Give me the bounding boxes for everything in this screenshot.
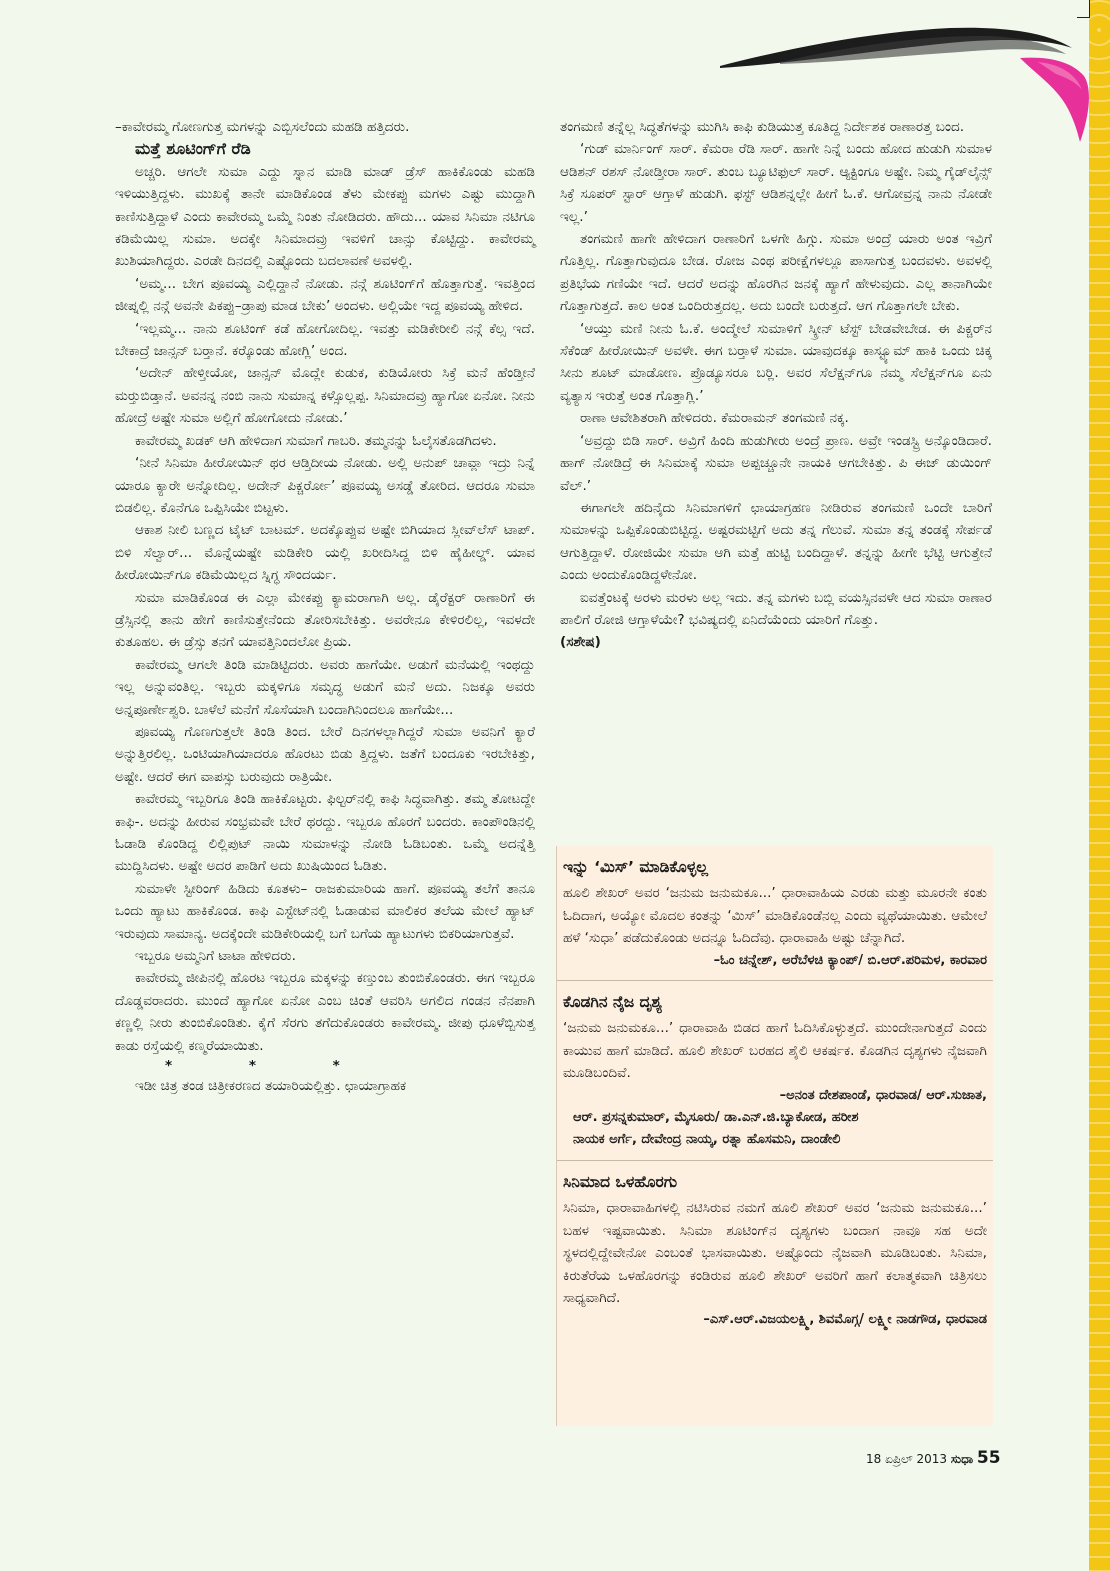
story-paragraph: ಸುಮಾ ಮಾಡಿಕೊಂಡ ಈ ಎಲ್ಲಾ ಮೇಕಪ್ಪು ಕ್ಯಾಮರಾಗಾಗಿ ಅಲ್ಲ. ಡೈರೆಕ್ಟರ್ ರಾಣಾರಿಗೆ ಈ ಡ್ರೆಸ್ಸಿನಲ್ಲಿ ತಾನು ಹೇಗೆ ಕಾಣಿಸುತ್ತೇನೆಂದು ತೋರಿಸಬೇಕಿತ್ತು. ಅವರೇನೂ ಕೇಳಿರಲಿಲ್ಲ, ಇವಳದೇ ಕುತೂಹಲ. ಈ ಡ್ರೆಸ್ಸು ತನಗೆ ಯಾವತ್ತಿನಿಂದಲೋ ಪ್ರಿಯ. xyxy=(115,589,535,651)
story-paragraph: ಕಾವೇರಮ್ಮ ಜೀಪಿನಲ್ಲಿ ಹೊರಟ ಇಬ್ಬರೂ ಮಕ್ಕಳನ್ನು ಕಣ್ತುಂಬ ತುಂಬಿಕೊಂಡರು. ಈಗ ಇಬ್ಬರೂ ದೊಡ್ಡವರಾದರು. ಮುಂದೆ ಹ್ಯಾಗೋ ಏನೋ ಎಂಬ ಚಿಂತೆ ಆವರಿಸಿ ಅಗಲಿದ ಗಂಡನ ನೆನಪಾಗಿ ಕಣ್ಣಲ್ಲಿ ನೀರು ತುಂಬಿಕೊಂಡಿತು. ಕೈಗೆ ಸೆರಗು ತಗೆದುಕೊಂಡರು ಕಾವೇರಮ್ಮ. ಜೀಪು ಧೂಳೆಬ್ಬಿಸುತ್ತ ಕಾಡು ರಸ್ತೆಯಲ್ಲಿ ಕಣ್ಮರೆಯಾಯಿತು. xyxy=(115,970,535,1054)
story-paragraph: ‘ಇಲ್ಲಮ್ಮ... ನಾನು ಶೂಟಿಂಗ್ ಕಡೆ ಹೋಗೋದಿಲ್ಲ. ಇವತ್ತು ಮಡಿಕೇರೀಲಿ ನನ್ಗೆ ಕೆಲ್ಸ ಇದೆ. ಬೇಕಾದ್ರೆ ಜಾನ್ಸನ್ ಬರ್‍ತಾನೆ. ಕರ್‍ಕೊಂಡು ಹೋಗ್ಲಿ’ ಅಂದ. xyxy=(115,320,535,360)
story-paragraph: ‘ಅದೇನ್ ಹೇಳ್ತೀಯೋ, ಜಾನ್ಸನ್ ಮೊದ್ಲೇ ಕುಡುಕ, ಕುಡಿಯೋರು ಸಿಕ್ರೆ ಮನೆ ಹೆಂಡ್ತೀನೆ ಮರ್‍ತುಬಿಡ್ತಾನೆ. ಅವನನ್ನ ನಂಬಿ ನಾನು ಸುಮಾನ್ನ ಕಳ್ಸೊಲ್ಲಪ್ಪ. ಸಿನಿಮಾದವ್ರು ಹ್ಯಾಗೋ ಏನೋ. ನೀನು ಹೋದ್ರೆ ಅಷ್ಟೇ ಸುಮಾ ಅಲ್ಲಿಗೆ ಹೋಗೋದು ನೋಡು.’ xyxy=(115,365,535,427)
letter-body: ‘ಜನುಮ ಜನುಮಕೂ...’ ಧಾರಾವಾಹಿ ಬಿಡದ ಹಾಗೆ ಓದಿಸಿಕೊಳ್ಳುತ್ತದೆ. ಮುಂದೇನಾಗುತ್ತದೆ ಎಂದು ಕಾಯುವ ಹಾಗೆ ಮಾಡಿದೆ. ಹೂಲಿ ಶೇಖರ್ ಬರಹದ ಶೈಲಿ ಆಕರ್ಷಕ. ಕೊಡಗಿನ ದೃಶ್ಯಗಳು ನೈಜವಾಗಿ ಮೂಡಿಬಂದಿವೆ. xyxy=(563,1020,987,1082)
story-paragraph: ಇಬ್ಬರೂ ಅಮ್ಮನಿಗೆ ಟಾಟಾ ಹೇಳಿದರು. xyxy=(135,948,296,965)
story-paragraph: ‘ಅವ್ರದ್ದು ಬಿಡಿ ಸಾರ್. ಅವ್ರಿಗೆ ಹಿಂದಿ ಹುಡುಗೀರು ಅಂದ್ರೆ ಪ್ರಾಣ. ಅವ್ರೇ ಇಂಡಸ್ಟ್ರಿ ಅನ್ಕೊಂಡಿದಾರೆ. ಹಾಗ್ ನೋಡಿದ್ರೆ ಈ ಸಿನಿಮಾಕ್ಕೆ ಸುಮಾ ಅಪ್ಪಚ್ಚೂನೇ ನಾಯಕಿ ಆಗಬೇಕಿತ್ತು. ಪಿ ಈಜ್ ಡುಯಿಂಗ್ ವೆಲ್.’ xyxy=(560,432,992,494)
readers-letters-box xyxy=(556,846,993,1426)
crop-mark xyxy=(1089,0,1090,18)
section-heading: ಮತ್ತೆ ಶೂಟಿಂಗ್‌ಗೆ ರೆಡಿ xyxy=(135,139,251,159)
letter-title: ಇನ್ನು ‘ಮಿಸ್’ ಮಾಡಿಕೊಳ್ಳಲ್ಲ xyxy=(563,858,709,876)
letter-divider xyxy=(557,1160,993,1161)
story-paragraph: ರಾಣಾ ಆವೇಶಿತರಾಗಿ ಹೇಳಿದರು. ಕೆಮರಾಮನ್ ತಂಗಮಣಿ ನಕ್ಕ. xyxy=(580,410,849,427)
letter-signature: ನಾಯಕ ಅರ್ಗೆ, ದೇವೇಂದ್ರ ನಾಯ್ಕ, ರತ್ನಾ ಹೊಸಮನಿ, ದಾಂಡೇಲಿ xyxy=(573,1132,841,1148)
story-paragraph: ಈಗಾಗಲೇ ಹದಿನೈದು ಸಿನಿಮಾಗಳಿಗೆ ಛಾಯಾಗ್ರಹಣ ನೀಡಿರುವ ತಂಗಮಣಿ ಒಂದೇ ಬಾರಿಗೆ ಸುಮಾಳನ್ನು ಒಪ್ಪಿಕೊಂಡುಬಿಟ್ಟಿದ್ದ. ಅಷ್ಟರಮಟ್ಟಿಗೆ ಅದು ತನ್ನ ಗೆಲುವೆ. ಸುಮಾ ತನ್ನ ತಂಡಕ್ಕೆ ಸೇರ್ಪಡೆ ಆಗುತ್ತಿದ್ದಾಳೆ. ರೋಜಿಯೇ ಸುಮಾ ಆಗಿ ಮತ್ತೆ ಹುಟ್ಟಿ ಬಂದಿದ್ದಾಳೆ. ತನ್ನನ್ನು ಹೀಗೇ ಭೆಟ್ಟಿ ಆಗುತ್ತೇನೆ ಎಂದು ಅಂದುಕೊಂಡಿದ್ದಳೇನೋ. xyxy=(560,499,992,584)
story-paragraph: ಕಾವೇರಮ್ಮ ಖಡಕ್ ಆಗಿ ಹೇಳಿದಾಗ ಸುಮಾಗೆ ಗಾಬರಿ. ತಮ್ಮನನ್ನು ಓಲೈಸತೊಡಗಿದಳು. xyxy=(135,432,497,449)
story-paragraph: ಸುಮಾಳೇ ಸ್ಟೀರಿಂಗ್ ಹಿಡಿದು ಕೂತಳು– ರಾಜಕುಮಾರಿಯ ಹಾಗೆ. ಪೂವಯ್ಯ ತಲೆಗೆ ತಾನೂ ಒಂದು ಹ್ಯಾಟು ಹಾಕಿಕೊಂಡ. ಕಾಫಿ ಎಸ್ಟೇಟ್‌ನಲ್ಲಿ ಓಡಾಡುವ ಮಾಲಿಕರ ತಲೆಯ ಮೇಲೆ ಹ್ಯಾಟ್ ಇರುವುದು ಸಾಮಾನ್ಯ. ಅದಕ್ಕೆಂದೇ ಮಡಿಕೇರಿಯಲ್ಲಿ ಬಗೆ ಬಗೆಯ ಹ್ಯಾಟುಗಳು ಬಿಕರಿಯಾಗುತ್ತವೆ. xyxy=(115,880,535,942)
story-paragraph: ಕಾವೇರಮ್ಮ ಇಬ್ಬರಿಗೂ ತಿಂಡಿ ಹಾಕಿಕೊಟ್ಟರು. ಫಿಲ್ಟರ್‌ನಲ್ಲಿ ಕಾಫಿ ಸಿದ್ಧವಾಗಿತ್ತು. ತಮ್ಮ ತೋಟದ್ದೇ ಕಾಫಿ-. ಅದನ್ನು ಹೀರುವ ಸಂಭ್ರಮವೇ ಬೇರೆ ಥರದ್ದು. ಇಬ್ಬರೂ ಹೊರಗೆ ಬಂದರು. ಕಾಂಪೌಂಡಿನಲ್ಲಿ ಓಡಾಡಿ ಕೊಂಡಿದ್ದ ಲಿಲ್ಲಿಪುಟ್ ನಾಯಿ ಸುಮಾಳನ್ನು ನೋಡಿ ಓಡಿಬಂತು. ಒಮ್ಮೆ ಅದನ್ನೆತ್ತಿ ಮುದ್ದಿಸಿದಳು. ಅಷ್ಟೇ ಅದರ ಪಾಡಿಗೆ ಅದು ಖುಷಿಯಿಂದ ಓಡಿತು. xyxy=(115,791,535,875)
letter-title: ಸಿನಿಮಾದ ಒಳಹೊರಗು xyxy=(563,1172,678,1191)
story-paragraph: ಅಚ್ಚರಿ. ಆಗಲೇ ಸುಮಾ ಎದ್ದು ಸ್ನಾನ ಮಾಡಿ ಮಾಡ್ ಡ್ರೆಸ್ ಹಾಕಿಕೊಂಡು ಮಹಡಿ ಇಳಿಯುತ್ತಿದ್ದಳು. ಮುಖಕ್ಕೆ ತಾನೇ ಮಾಡಿಕೊಂಡ ತೆಳು ಮೇಕಪ್ಪು ಮಗಳು ಎಷ್ಟು ಮುದ್ದಾಗಿ ಕಾಣಿಸುತ್ತಿದ್ದಾಳೆ ಎಂದು ಕಾವೇರಮ್ಮ ಒಮ್ಮೆ ನಿಂತು ನೋಡಿದರು. ಹೌದು... ಯಾವ ಸಿನಿಮಾ ನಟಿಗೂ ಕಡಿಮೆಯಿಲ್ಲ ಸುಮಾ. ಅದಕ್ಕೇ ಸಿನಿಮಾದವ್ರು ಇವಳಿಗೆ ಚಾನ್ಸು ಕೊಟ್ಟಿದ್ದು. ಕಾವೇರಮ್ಮ ಖುಶಿಯಾಗಿದ್ದರು. ಎರಡೇ ದಿನದಲ್ಲಿ ಎಷ್ಟೊಂದು ಬದಲಾವಣೆ ಅವಳಲ್ಲಿ. xyxy=(115,163,535,270)
letter-signature: –ಅನಂತ ದೇಶಪಾಂಡೆ, ಧಾರವಾಡ/ ಆರ್.ಸುಜಾತ, xyxy=(779,1087,987,1103)
story-paragraph: ತಂಗಮಣಿ ತನ್ನೆಲ್ಲ ಸಿದ್ಧತೆಗಳನ್ನು ಮುಗಿಸಿ ಕಾಫಿ ಕುಡಿಯುತ್ತ ಕೂತಿದ್ದ ನಿರ್ದೇಶಕ ರಾಣಾರತ್ತ ಬಂದ. xyxy=(560,119,965,135)
letter-body: ಹೂಲಿ ಶೇಖರ್ ಅವರ ‘ಜನುಮ ಜನುಮಕೂ...’ ಧಾರಾವಾಹಿಯ ಎರಡು ಮತ್ತು ಮೂರನೇ ಕಂತು ಓದಿದಾಗ, ಅಯ್ಯೋ ಮೊದಲ ಕಂತನ್ನು ‘ಮಿಸ್’ ಮಾಡಿಕೊಂಡೆನಲ್ಲ ಎಂದು ವ್ಯಥೆಯಾಯಿತು. ಆಮೇಲೆ ಹಳೆ ‘ಸುಧಾ’ ಪಡೆದುಕೊಂಡು ಅದನ್ನೂ ಓದಿದೆವು. ಧಾರಾವಾಹಿ ಅಷ್ಟು ಚೆನ್ನಾಗಿದೆ. xyxy=(563,885,987,947)
issue-date: 18 ಏಪ್ರಿಲ್ 2013 xyxy=(866,1452,948,1466)
section-break-stars: * * * xyxy=(165,1058,376,1075)
letter-signature: ಆರ್. ಪ್ರಸನ್ನಕುಮಾರ್, ಮೈಸೂರು/ ಡಾ.ಎನ್.ಜಿ.ಬ್ಯಾಕೋಡ, ಹರೀಶ xyxy=(573,1110,859,1126)
story-paragraph: ‘ಅಮ್ಮ... ಬೇಗ ಪೂವಯ್ಯ ಎಲ್ಲಿದ್ದಾನೆ ನೋಡು. ನನ್ಗೆ ಶೂಟಿಂಗ್‌ಗೆ ಹೊತ್ತಾಗುತ್ತೆ. ಇವತ್ತಿಂದ ಜೀಪ್ನಲ್ಲಿ ನನ್ಗೆ ಅವನೇ ಪಿಕಪ್ಪು–ಡ್ರಾಪು ಮಾಡ ಬೇಕು’ ಅಂದಳು. ಅಲ್ಲಿಯೇ ಇದ್ದ ಪೂವಯ್ಯ ಹೇಳಿದ. xyxy=(115,275,535,315)
page-number: 55 xyxy=(976,1448,1001,1468)
letter-body: ಸಿನಿಮಾ, ಧಾರಾವಾಹಿಗಳಲ್ಲಿ ನಟಿಸಿರುವ ನಮಗೆ ಹೂಲಿ ಶೇಖರ್ ಅವರ ‘ಜನುಮ ಜನುಮಕೂ...’ ಬಹಳ ಇಷ್ಟವಾಯಿತು. ಸಿನಿಮಾ ಶೂಟಿಂಗ್‌ನ ದೃಶ್ಯಗಳು ಬಂದಾಗ ನಾವೂ ಸಹ ಅದೇ ಸ್ಥಳದಲ್ಲಿದ್ದೇವೇನೋ ಎಂಬಂತೆ ಭಾಸವಾಯಿತು. ಅಷ್ಟೊಂದು ನೈಜವಾಗಿ ಮೂಡಿಬಂತು. ಸಿನಿಮಾ, ಕಿರುತೆರೆಯ ಒಳಹೊರಗನ್ನು ಕಂಡಿರುವ ಹೂಲಿ ಶೇಖರ್ ಅವರಿಗೆ ಹಾಗೆ ಕಲಾತ್ಮಕವಾಗಿ ಚಿತ್ರಿಸಲು ಸಾಧ್ಯವಾಗಿದೆ. xyxy=(563,1200,987,1306)
story-paragraph: ಐವತ್ತೆಂಟಕ್ಕೆ ಅರಳು ಮರಳು ಅಲ್ಲ ಇದು. ತನ್ನ ಮಗಳು ಬಬ್ಲಿ ವಯಸ್ಸಿನವಳೇ ಆದ ಸುಮಾ ರಾಣಾರ ಪಾಲಿಗೆ ರೋಜಿ ಆಗ್ತಾಳೆಯೇ? ಭವಿಷ್ಯದಲ್ಲಿ ಏನಿದೆಯೆಂದು ಯಾರಿಗೆ ಗೊತ್ತು. xyxy=(560,589,992,628)
story-paragraph: ‘ಆಯ್ತು ಮಣಿ ನೀನು ಓ.ಕೆ. ಅಂದ್ಮೇಲೆ ಸುಮಾಳಿಗೆ ಸ್ಕ್ರೀನ್ ಟೆಸ್ಟ್ ಬೇಡವೇಬೇಡ. ಈ ಪಿಕ್ಚರ್‌ನ ಸೆಕೆಂಡ್ ಹೀರೋಯಿನ್ ಅವಳೇ. ಈಗ ಬರ್‍ತಾಳೆ ಸುಮಾ. ಯಾವುದಕ್ಕೂ ಕಾಸ್ಟ್ಯೂಮ್ ಹಾಕಿ ಒಂದು ಚಿಕ್ಕ ಸೀನು ಶೂಟ್ ಮಾಡೋಣ. ಪ್ರೊಡ್ಯೂಸರೂ ಬರ್‍ಲಿ. ಅವರ ಸೆಲೆಕ್ಷನ್‌ಗೂ ನಮ್ಮ ಸೆಲೆಕ್ಷನ್‌ಗೂ ಏನು ವ್ಯತ್ಯಾಸ ಇರುತ್ತೆ ಅಂತ ಗೊತ್ತಾಗ್ಲಿ.’ xyxy=(560,320,992,404)
story-paragraph: –ಕಾವೇರಮ್ಮ ಗೋಣಗುತ್ತ ಮಗಳನ್ನು ಎಬ್ಬಿಸಲೆಂದು ಮಹಡಿ ಹತ್ತಿದರು. xyxy=(115,119,410,135)
story-column-left xyxy=(115,116,535,1097)
story-paragraph: ಇಡೀ ಚಿತ್ರ ತಂಡ ಚಿತ್ರೀಕರಣದ ತಯಾರಿಯಲ್ಲಿತ್ತು. ಛಾಯಾಗ್ರಾಹಕ xyxy=(135,1078,407,1095)
story-paragraph: ‘ಗುಡ್ ಮಾರ್ನಿಂಗ್ ಸಾರ್. ಕೆಮರಾ ರೆಡಿ ಸಾರ್. ಹಾಗೇ ನಿನ್ನೆ ಬಂದು ಹೋದ ಹುಡುಗಿ ಸುಮಾಳ ಆಡಿಶನ್ ರಶಸ್ ನೋಡ್ತೀರಾ ಸಾರ್. ತುಂಬ ಬ್ಯೂಟಿಫುಲ್ ಸಾರ್. ಆ್ಯಕ್ಟಿಂಗೂ ಅಷ್ಟೇ. ನಿಮ್ಮ ಗೈಡ್‌ಲೈನ್ಸ್ ಸಿಕ್ರೆ ಸೂಪರ್ ಸ್ಟಾರ್ ಆಗ್ತಾಳೆ ಹುಡುಗಿ. ಫಸ್ಟ್ ಆಡಿಶನ್ನಲ್ಲೇ ಹೀಗೆ ಓ.ಕೆ. ಆಗೋವ್ರನ್ನ ನಾನು ನೋಡೇ ಇಲ್ಲ.’ xyxy=(560,141,992,225)
decorative-side-band xyxy=(1089,0,1110,1571)
page-folio xyxy=(866,1448,1001,1468)
letter-divider xyxy=(557,980,993,981)
story-paragraph: ಕಾವೇರಮ್ಮ ಆಗಲೇ ತಿಂಡಿ ಮಾಡಿಟ್ಟಿದರು. ಅವರು ಹಾಗೆಯೇ. ಅಡುಗೆ ಮನೆಯಲ್ಲಿ ಇಂಥದ್ದು ಇಲ್ಲ ಅನ್ನುವಂತಿಲ್ಲ. ಇಬ್ಬರು ಮಕ್ಕಳಿಗೂ ಸಮೃದ್ಧ ಅಡುಗೆ ಮನೆ ಅದು. ನಿಜಕ್ಕೂ ಅವರು ಅನ್ನಪೂರ್ಣೇಶ್ವರಿ. ಬಾಳೆಲೆ ಮನೆಗೆ ಸೊಸೆಯಾಗಿ ಬಂದಾಗಿನಿಂದಲೂ ಹಾಗೆಯೇ... xyxy=(115,656,535,718)
story-paragraph: ‘ನೀನೆ ಸಿನಿಮಾ ಹೀರೋಯಿನ್ ಥರ ಆಡ್ತಿದೀಯ ನೋಡು. ಅಲ್ಲಿ ಅನುಪ್ ಚಾವ್ಲಾ ಇದ್ರು ನಿನ್ನೆ ಯಾರೂ ಕ್ಯಾರೇ ಅನ್ನೋದಿಲ್ಲ. ಅದೇನ್ ಪಿಕ್ಚರ್ರೋ’ ಪೂವಯ್ಯ ಅಸಡ್ಡೆ ತೋರಿದ. ಆದರೂ ಸುಮಾ ಬಿಡಲಿಲ್ಲ. ಕೊನೆಗೂ ಒಪ್ಪಿಸಿಯೇ ಬಿಟ್ಟಳು. xyxy=(115,455,535,516)
reader-letter xyxy=(557,991,993,1152)
story-paragraph: ಆಕಾಶ ನೀಲಿ ಬಣ್ಣದ ಟೈಟ್ ಬಾಟಮ್. ಅದಕ್ಕೊಪ್ಪುವ ಅಷ್ಟೇ ಬಿಗಿಯಾದ ಸ್ಲೀವ್‌ಲೆಸ್ ಟಾಪ್. ಬಿಳಿ ಸೆಲ್ವಾರ್... ಮೊನ್ನೆಯಷ್ಟೇ ಮಡಿಕೇರಿ ಯಲ್ಲಿ ಖರೀದಿಸಿದ್ದ ಬಿಳಿ ಹೈಹೀಲ್ಡ್. ಯಾವ ಹೀರೋಯಿನ್‌ಗೂ ಕಡಿಮೆಯಿಲ್ಲದ ಸ್ನಿಗ್ಧ ಸೌಂದರ್ಯ. xyxy=(115,522,535,584)
story-column-right xyxy=(560,116,992,654)
story-paragraph: ಪೂವಯ್ಯ ಗೊಣಗುತ್ತಲೇ ತಿಂಡಿ ತಿಂದ. ಬೇರೆ ದಿನಗಳಲ್ಲಾಗಿದ್ದರೆ ಸುಮಾ ಅವನಿಗೆ ಕ್ಯಾರೆ ಅನ್ನುತ್ತಿರಲಿಲ್ಲ. ಒಂಟಿಯಾಗಿಯಾದರೂ ಹೊರಟು ಬಿಡು ತ್ತಿದ್ದಳು. ಜತೆಗೆ ಬಂದೂಕು ಇರಬೇಕಿತ್ತು, ಅಷ್ಟೇ. ಆದರೆ ಈಗ ವಾಪಸ್ಸು ಬರುವುದು ರಾತ್ರಿಯೇ. xyxy=(115,723,535,785)
to-be-continued-label: (ಸಶೇಷ) xyxy=(560,634,601,651)
letter-signature: –ಎಸ್.ಆರ್.ವಿಜಯಲಕ್ಷ್ಮಿ, ಶಿವಮೊಗ್ಗ/ ಲಕ್ಷ್ಮೀ ನಾಡಗೌಡ, ಧಾರವಾಡ xyxy=(703,1312,987,1328)
reader-letter xyxy=(557,856,993,972)
reader-letter xyxy=(557,1171,993,1332)
letter-title: ಕೊಡಗಿನ ನೈಜ ದೃಶ್ಯ xyxy=(563,993,662,1012)
magazine-name: ಸುಧಾ xyxy=(950,1452,974,1466)
letter-signature: –ಓಂ ಚನ್ನೇಶ್, ಅರೆಬೆಳಚಿ ಕ್ಯಾಂಪ್/ ಬಿ.ಆರ್.ಪರಿಮಳ, ಕಾರವಾರ xyxy=(713,952,987,968)
story-paragraph: ತಂಗಮಣಿ ಹಾಗೇ ಹೇಳಿದಾಗ ರಾಣಾರಿಗೆ ಒಳಗೇ ಹಿಗ್ಗು. ಸುಮಾ ಅಂದ್ರೆ ಯಾರು ಅಂತ ಇವ್ರಿಗೆ ಗೊತ್ತಿಲ್ಲ. ಗೊತ್ತಾಗುವುದೂ ಬೇಡ. ರೋಜ ಎಂಥ ಪರೀಕ್ಷೆಗಳಲ್ಲೂ ಪಾಸಾಗುತ್ತ ಬಂದವಳು. ಅವಳಲ್ಲಿ ಪ್ರತಿಭೆಯ ಗಣಿಯೇ ಇದೆ. ಆದರೆ ಅದನ್ನು ಹೊರಗಿನ ಜನಕ್ಕೆ ಹ್ಯಾಗೆ ಹೇಳುವುದು. ಎಲ್ಲ ತಾನಾಗಿಯೇ ಗೊತ್ತಾಗುತ್ತದೆ. ಕಾಲ ಅಂತ ಒಂದಿರುತ್ತದಲ್ಲ. ಅದು ಬಂದೇ ಬರುತ್ತದೆ. ಆಗ ಗೊತ್ತಾಗಲೇ ಬೇಕು. xyxy=(560,231,992,315)
